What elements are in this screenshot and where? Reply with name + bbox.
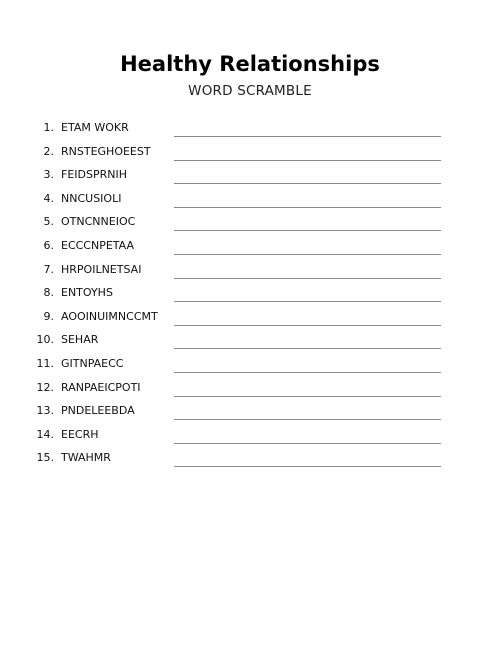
scrambled-word: OTNCNNEIOC [61,215,136,229]
puzzle-row [0,447,500,471]
worksheet-subtitle: WORD SCRAMBLE [188,83,312,99]
answer-line[interactable] [174,348,441,349]
worksheet-title: Healthy Relationships [120,52,380,76]
answer-line[interactable] [174,278,441,279]
puzzle-row [0,329,500,353]
puzzle-row [0,235,500,259]
scrambled-word: FEIDSPRNIH [61,168,127,182]
puzzle-row [0,353,500,377]
scrambled-word: HRPOILNETSAI [61,262,142,276]
scrambled-word: ENTOYHS [61,286,113,300]
puzzle-number: 4. [43,191,54,205]
puzzle-number: 6. [43,238,54,252]
answer-line[interactable] [174,419,441,420]
answer-line[interactable] [174,136,441,137]
scrambled-word: ETAM WOKR [61,121,129,134]
puzzle-row [0,400,500,424]
puzzle-row [0,141,500,165]
scrambled-word: TWAHMR [61,451,111,465]
answer-line[interactable] [174,396,441,397]
scrambled-word: NNCUSIOLI [61,191,122,205]
scrambled-word: GITNPAECC [61,356,124,370]
puzzle-row [0,211,500,235]
answer-line[interactable] [174,466,441,467]
puzzle-number: 14. [36,427,54,441]
scrambled-word: RANPAEICPOTI [61,380,141,394]
answer-line[interactable] [174,325,441,326]
scrambled-word: AOOINUIMNCCMT [61,309,158,323]
answer-line[interactable] [174,207,441,208]
scrambled-word: RNSTEGHOEEST [61,144,151,158]
answer-line[interactable] [174,230,441,231]
answer-line[interactable] [174,183,441,184]
answer-line[interactable] [174,254,441,255]
puzzle-number: 7. [43,262,54,276]
scrambled-word: PNDELEEBDA [61,404,135,418]
puzzle-row [0,259,500,283]
scrambled-word: EECRH [61,427,99,441]
puzzle-number: 8. [43,286,54,300]
puzzle-row [0,188,500,212]
puzzle-row [0,306,500,330]
answer-line[interactable] [174,160,441,161]
puzzle-number: 5. [43,215,54,229]
puzzle-number: 11. [36,356,54,370]
answer-line[interactable] [174,372,441,373]
puzzle-row [0,164,500,188]
puzzle-number: 9. [43,309,54,323]
puzzle-row [0,282,500,306]
answer-line[interactable] [174,443,441,444]
puzzle-number: 13. [36,404,54,418]
puzzle-list [0,117,500,471]
puzzle-number: 3. [43,168,54,182]
puzzle-number: 10. [36,333,54,347]
scrambled-word: ECCCNPETAA [61,238,135,252]
puzzle-number: 2. [43,144,54,158]
puzzle-number: 12. [36,380,54,394]
puzzle-row [0,377,500,401]
puzzle-row [0,117,500,141]
scrambled-word: SEHAR [61,333,99,347]
puzzle-row [0,424,500,448]
answer-line[interactable] [174,301,441,302]
puzzle-number: 15. [36,451,54,465]
puzzle-number: 1. [43,121,54,134]
